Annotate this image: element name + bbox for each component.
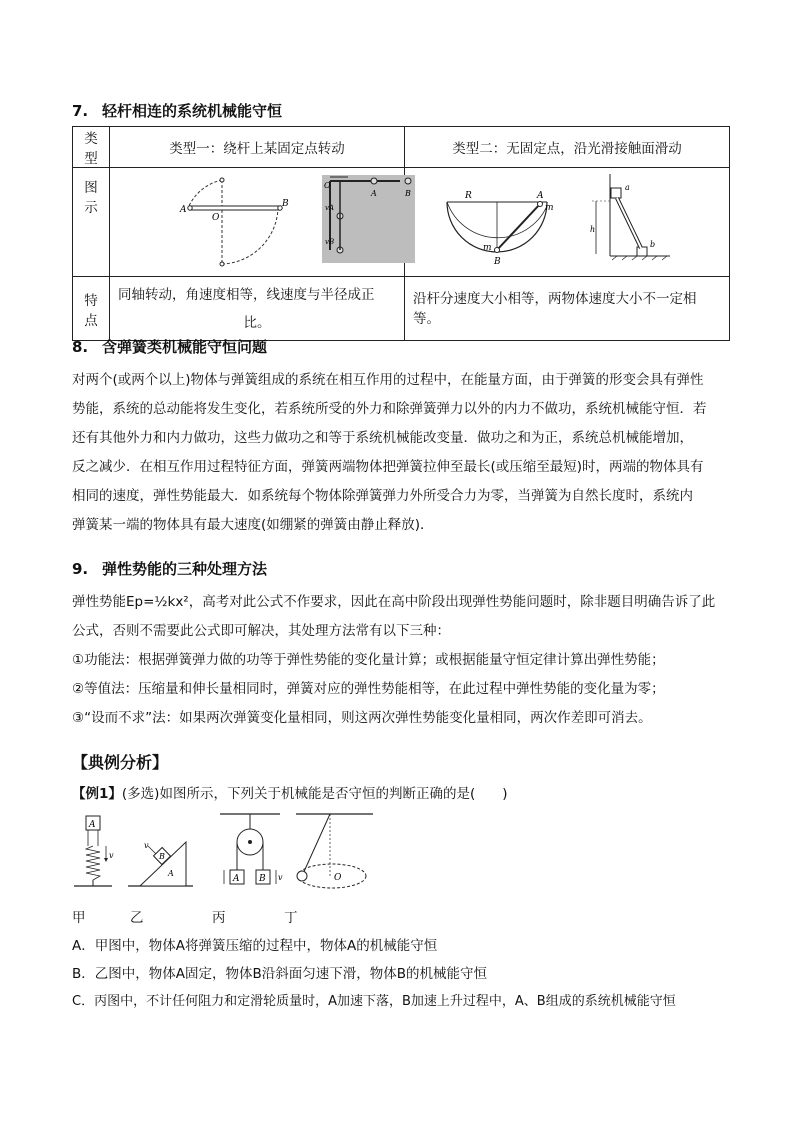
fig1a-label-A: A — [180, 205, 187, 215]
fig-yi-label-A: A — [168, 869, 174, 878]
example-figures — [68, 808, 388, 898]
fig2a-label-R: R — [465, 191, 472, 201]
section-9-line: ①功能法：根据弹簧弹力做的功等于弹性势能的变化量计算；或根据能量守恒定律计算出弹性势能； — [72, 652, 665, 668]
section-8-line: 势能，系统的总动能将发生变化，若系统所受的外力和除弹簧弹力以外的内力不做功，系统机械能守恒．若 — [72, 401, 707, 417]
fig-bing-label-v: v — [278, 873, 283, 882]
fig2a-label-B: B — [494, 257, 501, 267]
fig2b-label-h: h — [590, 225, 596, 234]
figure-row-label: 图示 — [73, 168, 110, 277]
fig1b-label-vA: vA — [325, 204, 335, 212]
bowl-rod-diagram — [447, 191, 554, 267]
fig-bing-label-A: A — [233, 874, 240, 884]
feature-row-label: 特点 — [73, 277, 110, 341]
fig2b-label-a: a — [625, 183, 630, 192]
option-a: A．甲图中，物体A将弹簧压缩的过程中，物体A的机械能守恒 — [72, 938, 438, 954]
section-8-number: 8. — [72, 338, 89, 356]
type1-feature — [110, 277, 405, 341]
section-8-body — [72, 366, 732, 540]
fig-ding-label-O: O — [334, 873, 342, 883]
fig1b-label-O: O — [324, 181, 331, 190]
figure-ding-pendulum — [296, 814, 373, 888]
example-question — [72, 782, 507, 802]
figure-yi-incline — [128, 841, 193, 886]
section-8-line: 弹簧某一端的物体具有最大速度(如绷紧的弹簧由静止释放)． — [72, 517, 434, 533]
section-7-number: 7. — [72, 102, 89, 120]
section-8-line: 相同的速度，弹性势能最大．如系统每个物体除弹簧弹力外所受合力为零，当弹簧为自然长度时，系统内 — [72, 488, 693, 504]
table-header-row — [73, 127, 730, 168]
fig2a-label-A: A — [537, 191, 544, 201]
table-feature-row — [73, 277, 730, 341]
fig2a-label-m2: m — [483, 243, 492, 253]
section-8-title: 含弹簧类机械能守恒问题 — [102, 338, 268, 356]
section-9-title: 弹性势能的三种处理方法 — [102, 560, 268, 578]
section-9-line: 公式，否则不需要此公式即可解决，其处理方法常有以下三种： — [72, 623, 450, 639]
fig-bing-label-B: B — [259, 874, 266, 884]
section-7-title: 轻杆相连的系统机械能守恒 — [102, 102, 283, 120]
type2-figures — [405, 168, 730, 277]
table-figure-row — [73, 168, 730, 277]
section-9-line: 弹性势能Ep=½kx²，高考对此公式不作要求，因此在高中阶段出现弹性势能问题时，除非题目明确告诉了此 — [72, 594, 716, 610]
section-8-line: 反之减少．在相互作用过程特征方面，弹簧两端物体把弹簧拉伸至最长(或压缩至最短)时，两端的物体具有 — [72, 459, 704, 475]
section-9-line: ②等值法：压缩量和伸长量相同时，弹簧对应的弹性势能相等，在此过程中弹性势能的变化量为零； — [72, 681, 665, 697]
fig-yi-label-v: v — [144, 841, 149, 850]
section-9-line: ③“设而不求”法：如果两次弹簧变化量相同，则这两次弹性势能变化量相同，两次作差即可消去。 — [72, 710, 652, 726]
option-c: C．丙图中，不计任何阻力和定滑轮质量时，A加速下落，B加速上升过程中，A、B组成的系统机械能守恒 — [72, 994, 676, 1009]
light-rod-table — [72, 126, 730, 341]
section-8-line: 对两个(或两个以上)物体与弹簧组成的系统在相互作用的过程中，在能量方面，由于弹簧的形变会具有弹性 — [72, 372, 704, 388]
fig1a-label-B: B — [282, 199, 289, 209]
fig1b-label-vB: vB — [325, 238, 335, 246]
figure-jia-spring — [74, 816, 114, 886]
fig2a-label-m1: m — [545, 203, 554, 213]
fig2b-label-b: b — [650, 240, 656, 249]
type2-diagrams — [405, 168, 729, 272]
type1-feature-line-2: 比。 — [243, 314, 271, 331]
figure-bing-pulley — [220, 814, 283, 884]
example-heading: 【典例分析】 — [72, 753, 169, 772]
type2-feature: 沿杆分速度大小相等，两物体速度大小不一定相等。 — [405, 277, 730, 341]
fig-label-bing: 丙 — [212, 910, 226, 926]
fig-jia-label-A: A — [89, 820, 96, 830]
fig1b-label-B: B — [405, 189, 411, 198]
fig1b-label-A: A — [371, 189, 377, 198]
type1-feature-line-1: 同轴转动，角速度相等，线速度与半径成正 — [118, 286, 375, 303]
example-tag: 【例1】 — [72, 786, 122, 802]
header-type1: 类型一：绕杆上某固定点转动 — [110, 127, 405, 168]
section-8-heading — [72, 336, 267, 357]
type1-diagrams — [110, 168, 411, 272]
header-type-label: 类型 — [73, 127, 110, 168]
section-7-heading — [72, 100, 282, 121]
section-8-line: 还有其他外力和内力做功，这些力做功之和等于系统机械能改变量．做功之和为正，系统总机械能增加， — [72, 430, 693, 446]
type1-figures — [110, 168, 411, 277]
section-9-body — [72, 588, 732, 733]
option-b: B．乙图中，物体A固定，物体B沿斜面匀速下滑，物体B的机械能守恒 — [72, 966, 488, 982]
fig-label-jia: 甲 — [72, 910, 86, 926]
fig-label-yi: 乙 — [130, 910, 144, 926]
section-9-heading — [72, 558, 267, 579]
fig-yi-label-B: B — [159, 852, 165, 861]
hinged-rod-diagram — [322, 175, 415, 263]
fig-jia-label-v: v — [109, 851, 114, 860]
example-question-text: (多选)如图所示，下列关于机械能是否守恒的判断正确的是( ) — [121, 786, 508, 802]
fig-label-ding: 丁 — [284, 910, 298, 926]
section-9-number: 9. — [72, 560, 89, 578]
sliding-rod-diagram — [590, 174, 670, 260]
fig1a-label-O: O — [212, 213, 220, 223]
header-type2: 类型二：无固定点，沿光滑接触面滑动 — [405, 127, 730, 168]
rotating-rod-diagram — [179, 178, 289, 266]
